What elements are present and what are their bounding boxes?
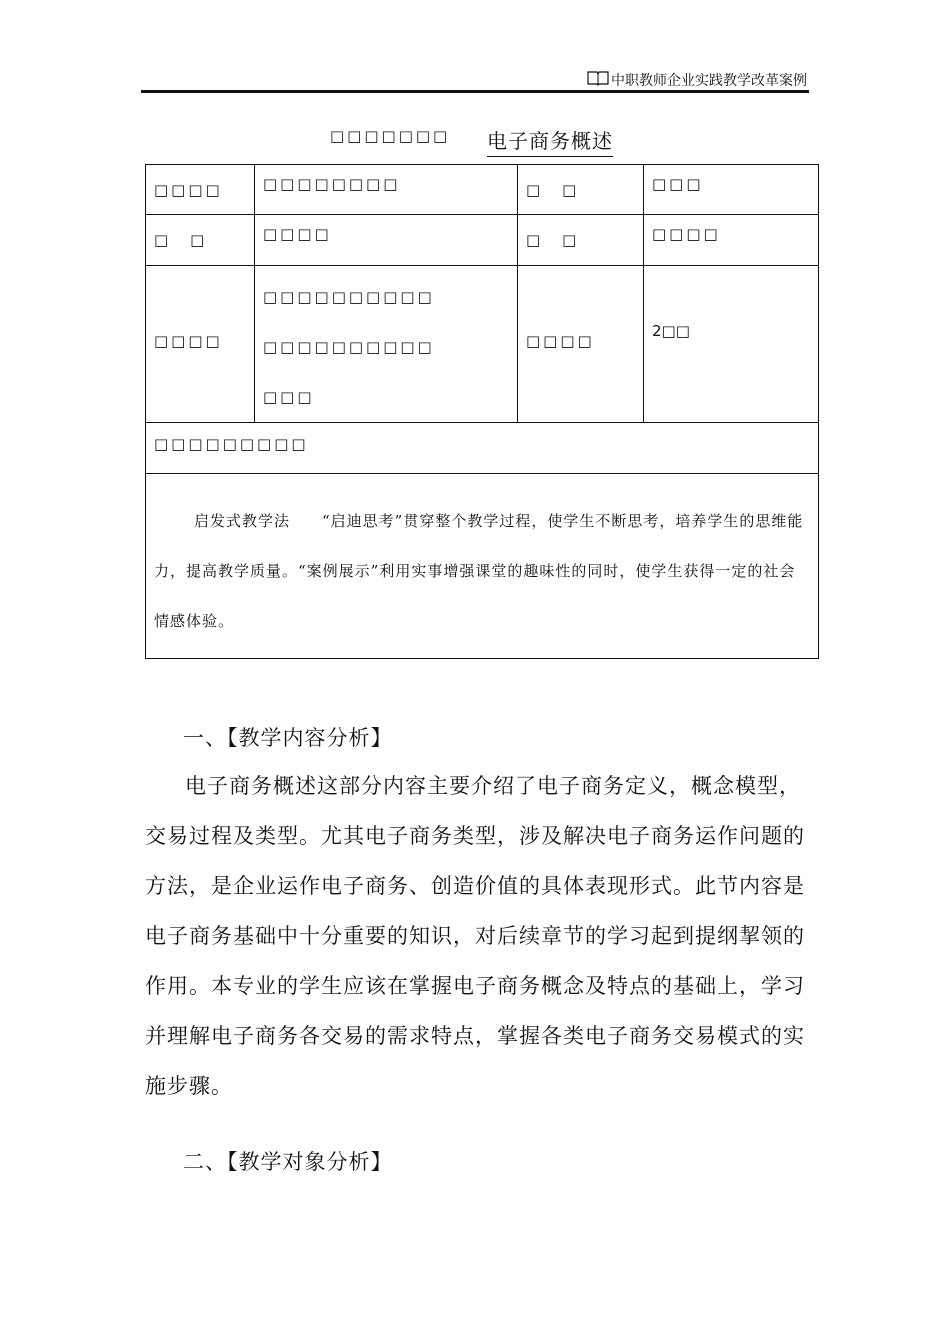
row2-sub-value: □□□□ [644, 215, 819, 266]
row2-sub-label: □□ [518, 215, 644, 266]
book-icon [587, 70, 609, 90]
table-row [146, 266, 819, 423]
row1-label: □□□□ [146, 165, 255, 215]
table-row [146, 423, 819, 474]
class-hours: 2□□ [644, 266, 819, 423]
title-main: 电子商务概述 [487, 125, 613, 157]
row2-label: □□ [146, 215, 255, 266]
row1-value: □□□□□□□□ [255, 165, 518, 215]
row3-line: □□□□□□□□□□ [263, 338, 435, 356]
header-rule [141, 90, 809, 93]
document-title [0, 125, 950, 153]
title-prefix: □□□□□□□ [330, 127, 451, 145]
method-description [146, 474, 819, 659]
section1-heading: 一、【教学内容分析】 [183, 726, 393, 750]
row3-line: □□□ [263, 388, 315, 406]
section2-heading: 二、【教学对象分析】 [183, 1150, 393, 1174]
row3-sub-label: □□□□ [518, 266, 644, 423]
table-row [146, 474, 819, 659]
header-title: 中职教师企业实践教学改革案例 [611, 73, 807, 89]
table-row [146, 215, 819, 266]
course-info-table [145, 164, 819, 659]
row3-value [255, 266, 518, 423]
section1-text: 电子商务概述这部分内容主要介绍了电子商务定义，概念模型，交易过程及类型。尤其电子商务类型，涉及解决电子商务运作问题的方法，是企业运作电子商务、创造价值的具体表现形式。此节内容是电子商务基础中十分重要的知识，对后续章节的学习起到提纲挈领的作用。本专业的学生应该在掌握电子商务概念及特点的基础上，学习并理解电子商务各交易的需求特点，掌握各类电子商务交易模式的实施步骤。 [145, 774, 805, 1098]
row2-value: □□□□ [255, 215, 518, 266]
row3-line: □□□□□□□□□□ [263, 288, 435, 306]
row1-sub-label: □□ [518, 165, 644, 215]
section1-body [145, 761, 815, 1111]
method-text: 启发式教学法 “启迪思考”贯穿整个教学过程，使学生不断思考，培养学生的思维能力，提高教学质量。“案例展示”利用实事增强课堂的趣味性的同时，使学生获得一定的社会情感体验。 [154, 512, 804, 630]
row1-sub-value: □□□ [644, 165, 819, 215]
method-heading: □□□□□□□□□ [146, 423, 819, 474]
row3-label: □□□□ [146, 266, 255, 423]
running-header [587, 70, 807, 90]
table-row [146, 165, 819, 215]
